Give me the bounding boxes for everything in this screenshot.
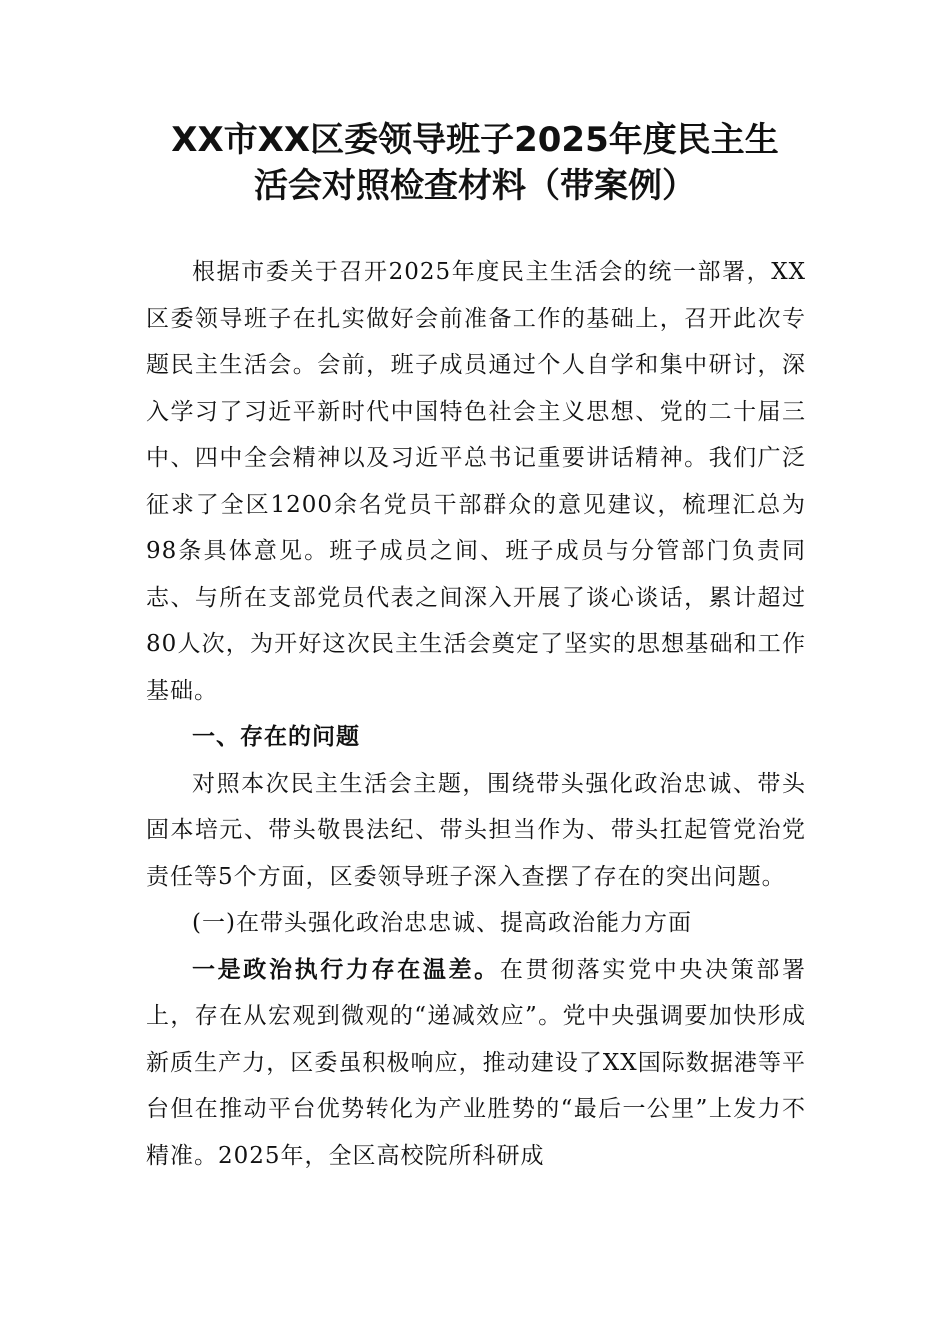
document-title-line-1: XX市XX区委领导班子2025年度民主生 xyxy=(171,120,779,160)
point-lead: 一是政治执行力存在温差。 xyxy=(192,956,500,983)
point-text: 在贯彻落实党中央决策部署上，存在从宏观到微观的“递减效应”。党中央强调要加快形成新质生产力，区委虽积极响应，推动建设了XX国际数据港等平台但在推动平台优势转化为产业胜势的“最后一公里”上发力不精准。2025年，全区高校院所科研成 xyxy=(146,956,807,1169)
document-body xyxy=(146,249,806,1179)
document-title-line-2: 活会对照检查材料（带案例） xyxy=(254,166,696,206)
point-paragraph xyxy=(146,947,806,1180)
section-paragraph: 对照本次民主生活会主题，围绕带头强化政治忠诚、带头固本培元、带头敬畏法纪、带头担当作为、带头扛起管党治党责任等5个方面，区委领导班子深入查摆了存在的突出问题。 xyxy=(146,770,806,890)
intro-paragraph: 根据市委关于召开2025年度民主生活会的统一部署，XX区委领导班子在扎实做好会前准备工作的基础上，召开此次专题民主生活会。会前，班子成员通过个人自学和集中研讨，深入学习了习近平新时代中国特色社会主义思想、党的二十届三中、四中全会精神以及习近平总书记重要讲话精神。我们广泛征求了全区1200余名党员干部群众的意见建议，梳理汇总为98条具体意见。班子成员之间、班子成员与分管部门负责同志、与所在支部党员代表之间深入开展了谈心谈话，累计超过80人次，为开好这次民主生活会奠定了坚实的思想基础和工作基础。 xyxy=(146,259,806,704)
subsection-heading: (一)在带头强化政治忠忠诚、提高政治能力方面 xyxy=(192,910,692,936)
section-heading-problems: 一、存在的问题 xyxy=(192,724,360,750)
